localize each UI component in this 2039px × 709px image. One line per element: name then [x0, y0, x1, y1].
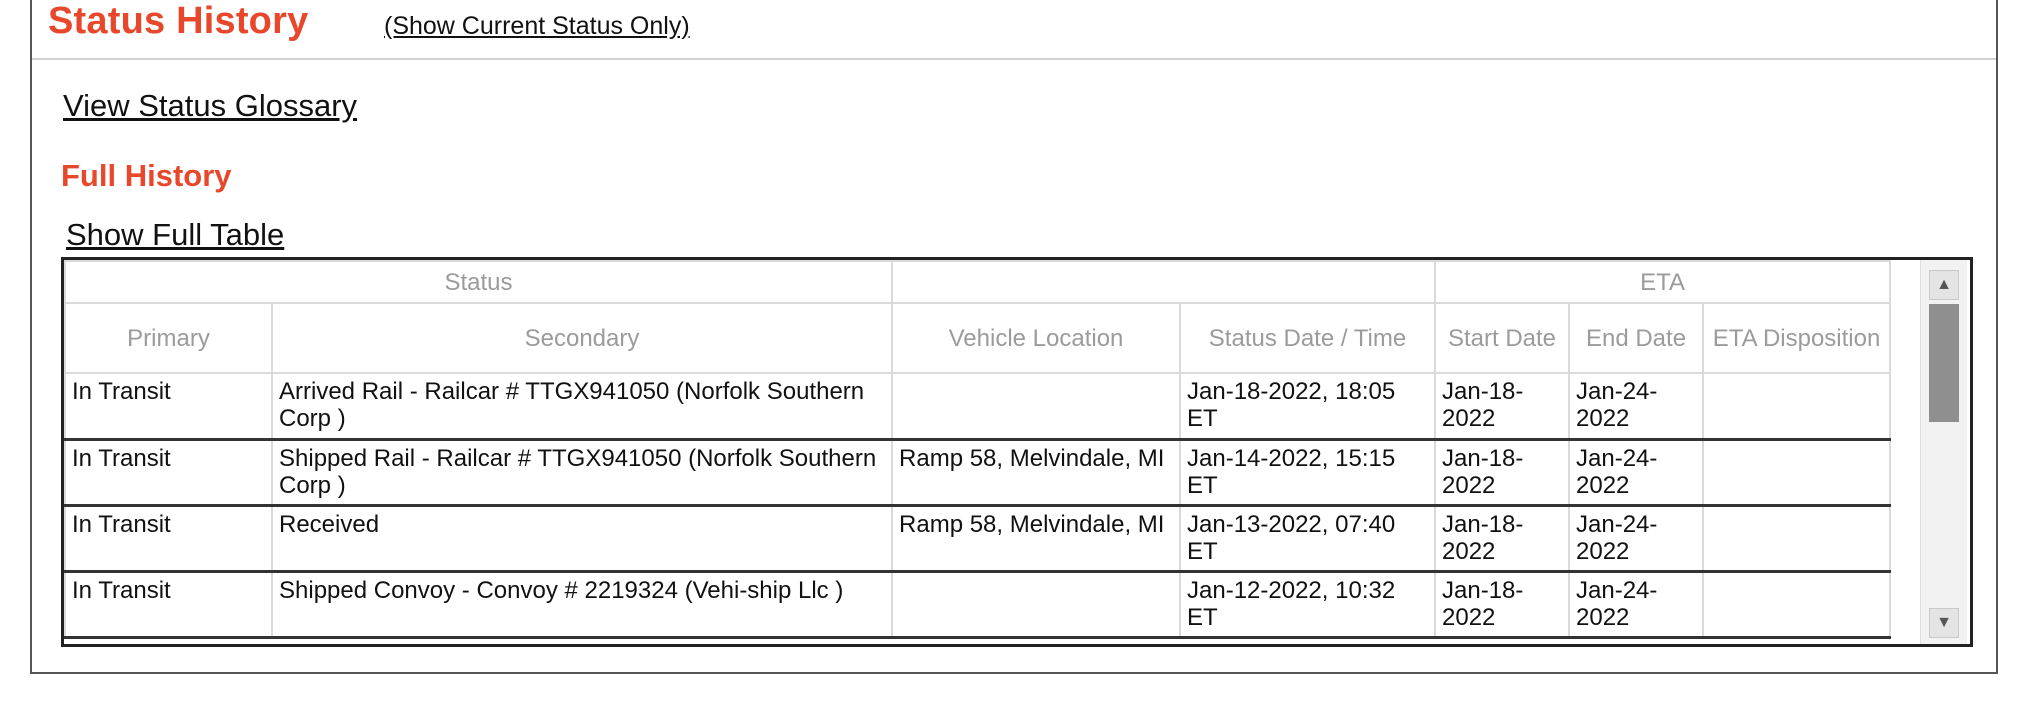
- col-header-primary[interactable]: Primary: [65, 303, 272, 373]
- table-row: [65, 505, 1890, 571]
- status-history-table: [64, 260, 1891, 639]
- cell-vehicle-location: [892, 373, 1180, 439]
- cell-end-date: Jan-24-2022: [1569, 505, 1703, 571]
- cell-start-date: Jan-18-2022: [1435, 439, 1569, 505]
- cell-secondary: Arrived Rail - Railcar # TTGX941050 (Norfolk Southern Corp ): [272, 373, 892, 439]
- group-header-status: Status: [65, 261, 892, 303]
- cell-secondary: Shipped Rail - Railcar # TTGX941050 (Norfolk Southern Corp ): [272, 439, 892, 505]
- view-status-glossary-link[interactable]: View Status Glossary: [63, 88, 358, 123]
- cell-eta-disposition: [1703, 373, 1890, 439]
- cell-status-datetime: Jan-12-2022, 10:32 ET: [1180, 571, 1435, 637]
- scroll-thumb[interactable]: [1929, 304, 1959, 422]
- cell-status-datetime: Jan-13-2022, 07:40 ET: [1180, 505, 1435, 571]
- scroll-up-icon[interactable]: ▲: [1929, 270, 1959, 300]
- group-header-blank: [892, 261, 1435, 303]
- cell-primary: In Transit: [65, 505, 272, 571]
- status-history-table-frame: [61, 257, 1973, 647]
- show-current-status-link[interactable]: (Show Current Status Only): [384, 12, 690, 40]
- table-row: [65, 571, 1890, 637]
- cell-secondary: Shipped Convoy - Convoy # 2219324 (Vehi-ship Llc ): [272, 571, 892, 637]
- cell-start-date: Jan-18-2022: [1435, 505, 1569, 571]
- cell-end-date: Jan-24-2022: [1569, 571, 1703, 637]
- col-header-status-datetime[interactable]: Status Date / Time: [1180, 303, 1435, 373]
- cell-start-date: Jan-18-2022: [1435, 571, 1569, 637]
- show-full-table-link[interactable]: Show Full Table: [66, 217, 285, 252]
- col-header-secondary[interactable]: Secondary: [272, 303, 892, 373]
- section-title: Full History: [61, 158, 232, 193]
- cell-primary: In Transit: [65, 373, 272, 439]
- cell-status-datetime: Jan-18-2022, 18:05 ET: [1180, 373, 1435, 439]
- table-row: [65, 439, 1890, 505]
- cell-primary: In Transit: [65, 439, 272, 505]
- cell-primary: In Transit: [65, 571, 272, 637]
- cell-vehicle-location: Ramp 58, Melvindale, MI: [892, 439, 1180, 505]
- page-title: Status History: [48, 0, 309, 42]
- col-header-end-date[interactable]: End Date: [1569, 303, 1703, 373]
- group-header-eta: ETA: [1435, 261, 1890, 303]
- cell-eta-disposition: [1703, 505, 1890, 571]
- header-divider: [32, 58, 1996, 60]
- col-header-vehicle-location[interactable]: Vehicle Location: [892, 303, 1180, 373]
- table-scrollbar[interactable]: [1920, 260, 1967, 644]
- cell-start-date: Jan-18-2022: [1435, 373, 1569, 439]
- cell-eta-disposition: [1703, 439, 1890, 505]
- table-row: [65, 373, 1890, 439]
- cell-end-date: Jan-24-2022: [1569, 373, 1703, 439]
- scroll-down-icon[interactable]: ▼: [1929, 608, 1959, 638]
- cell-vehicle-location: [892, 571, 1180, 637]
- col-header-start-date[interactable]: Start Date: [1435, 303, 1569, 373]
- cell-status-datetime: Jan-14-2022, 15:15 ET: [1180, 439, 1435, 505]
- cell-secondary: Received: [272, 505, 892, 571]
- cell-end-date: Jan-24-2022: [1569, 439, 1703, 505]
- col-header-eta-disposition[interactable]: ETA Disposition: [1703, 303, 1890, 373]
- cell-eta-disposition: [1703, 571, 1890, 637]
- cell-vehicle-location: Ramp 58, Melvindale, MI: [892, 505, 1180, 571]
